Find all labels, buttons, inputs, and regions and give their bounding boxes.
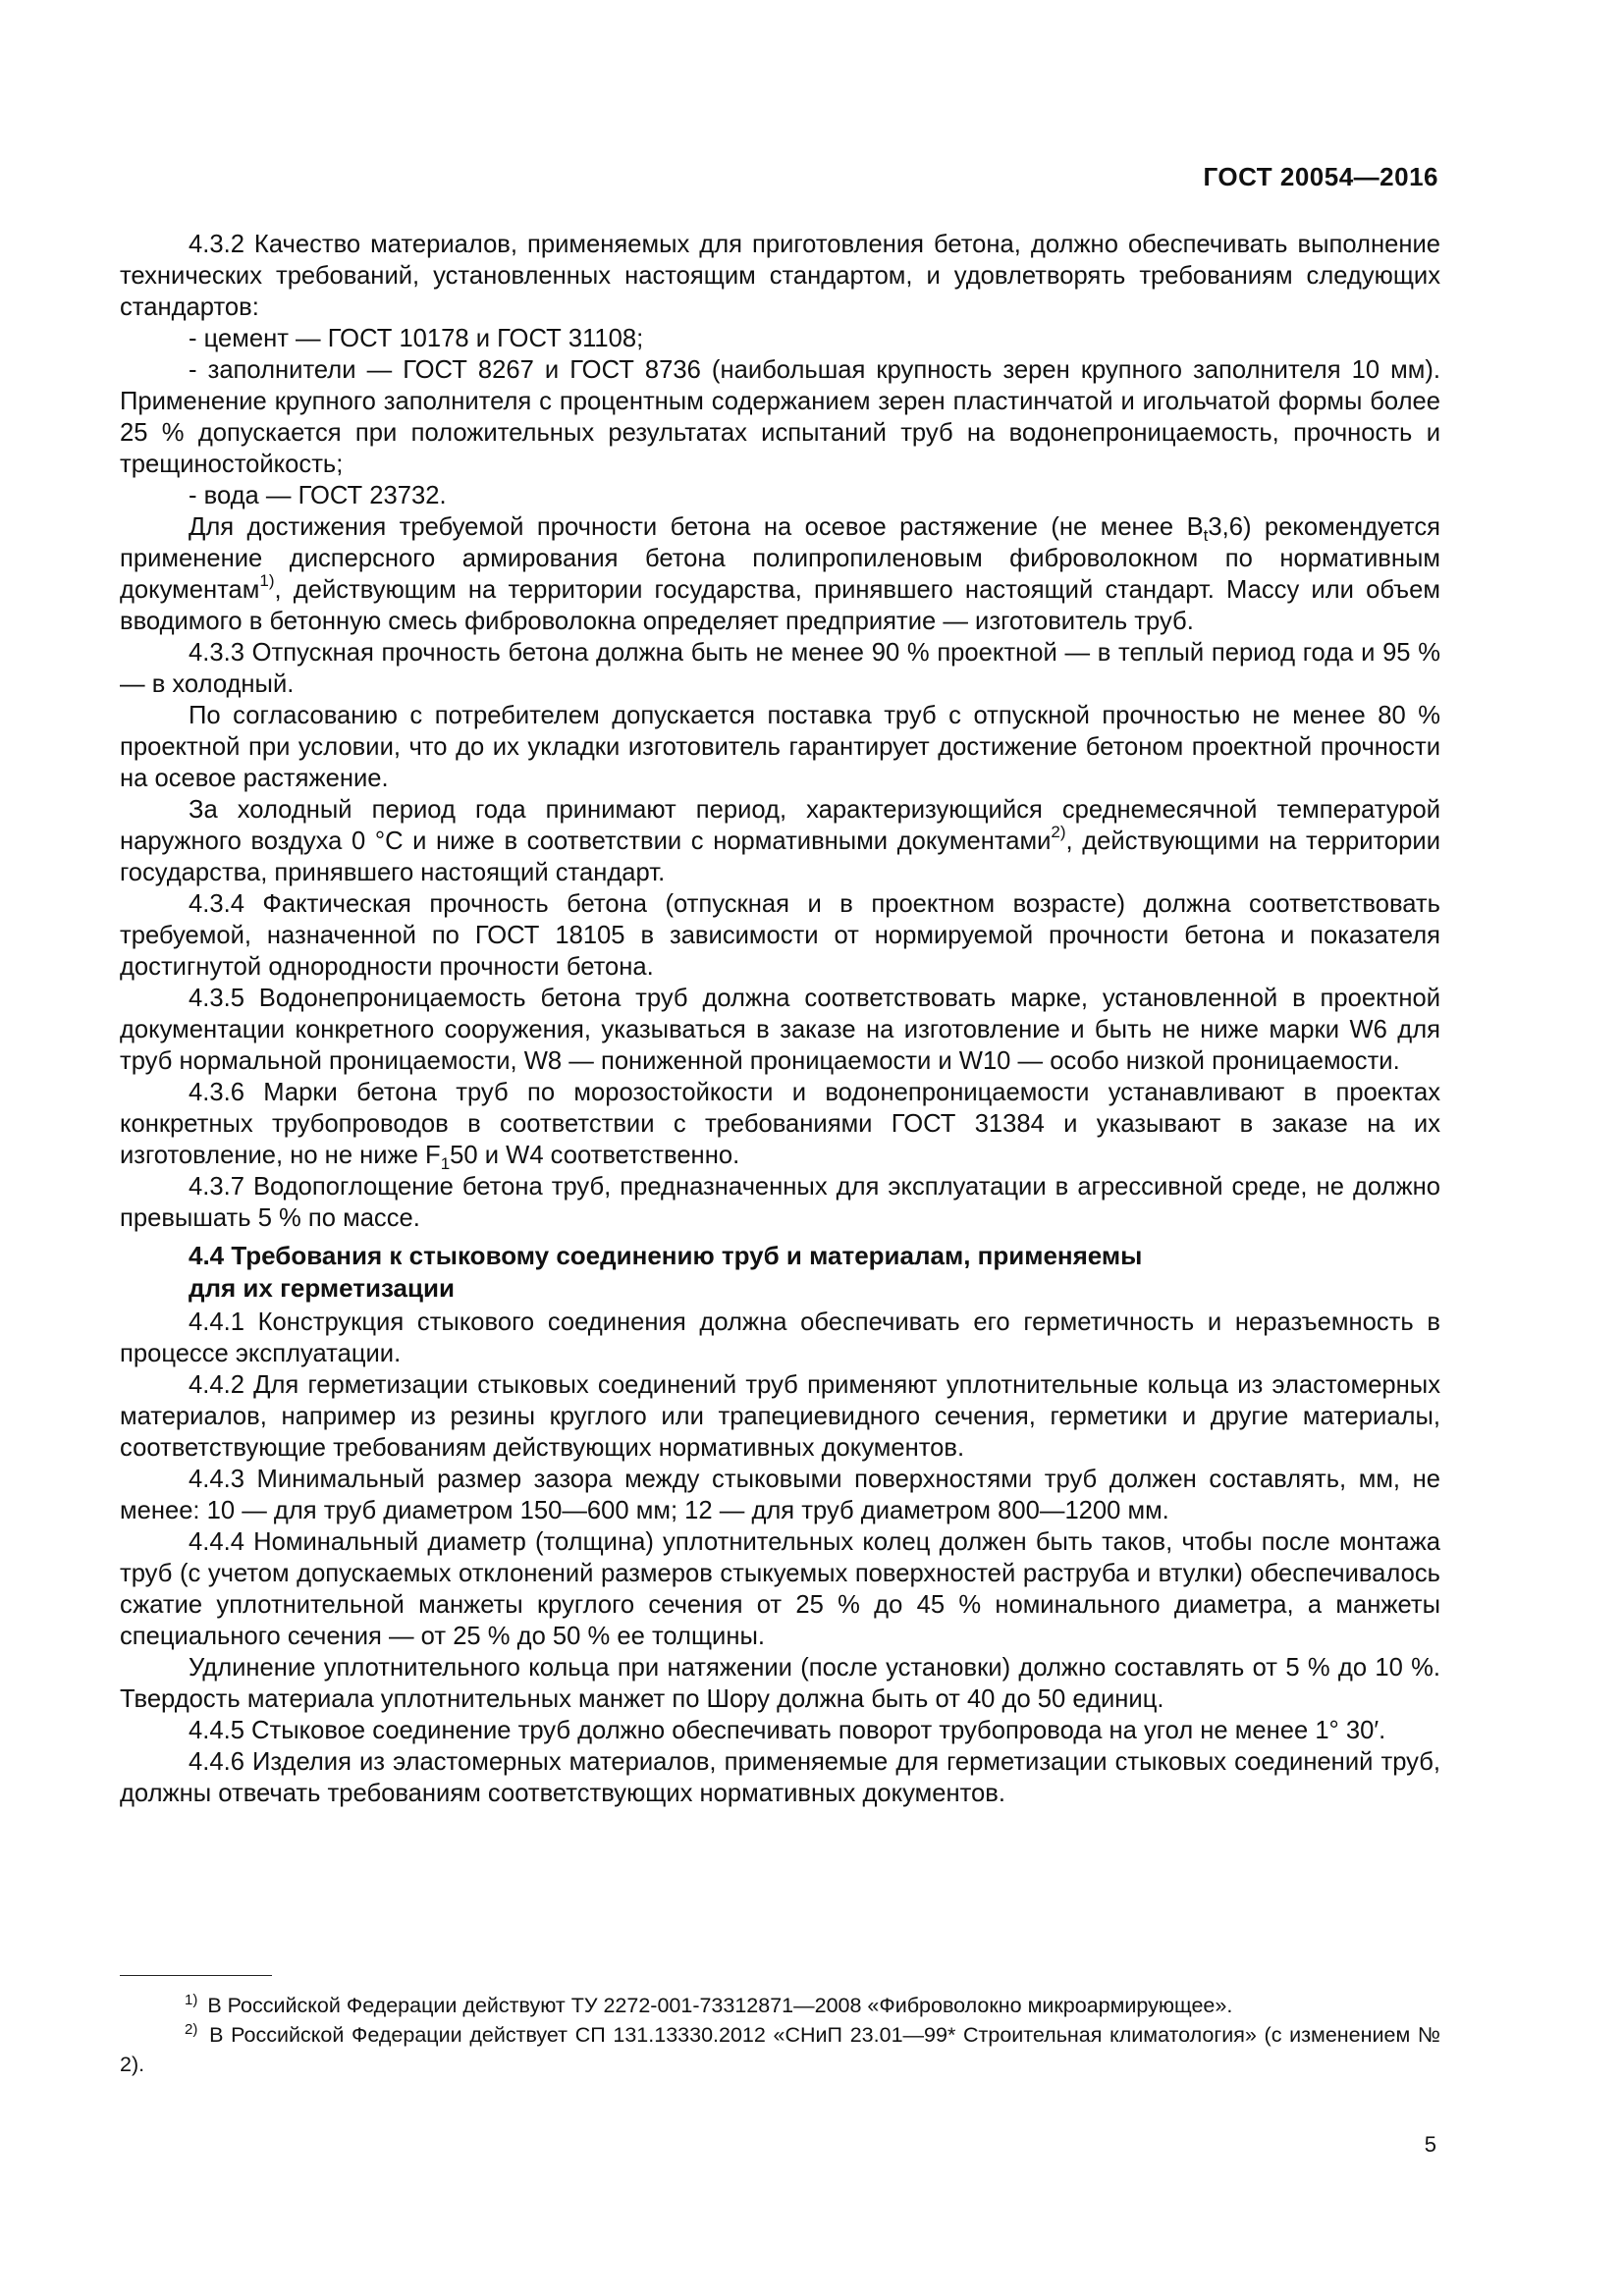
document-body [120, 229, 1440, 1809]
paragraph-4-4-5: 4.4.5 Стыковое соединение труб должно обеспечивать поворот трубопровода на угол не менее 1° 30′. [189, 1717, 1386, 1744]
section-heading-4-4 [120, 1240, 1440, 1305]
paragraph-4-4-6: 4.4.6 Изделия из эластомерных материалов, применяемые для герметизации стыковых соединений труб, должны отвечать требованиям соответствующих нормативных документов. [120, 1748, 1440, 1807]
footnote-mark-1: 1) [185, 1991, 198, 2008]
paragraph-4-3-3: 4.3.3 Отпускная прочность бетона должна быть не менее 90 % проектной — в теплый период года и 95 % — в холодный. [120, 639, 1440, 698]
paragraph-4-3-7: 4.3.7 Водопоглощение бетона труб, предназначенных для эксплуатации в агрессивной среде, не должно превышать 5 % по массе. [120, 1173, 1440, 1232]
paragraph-4-3-6: 4.3.6 Марки бетона труб по морозостойкости и водонепроницаемости устанавливают в проектах конкретных трубопроводов в соответствии с требованиями ГОСТ 31384 и указывают в заказе на их изготовление, но не ниже $F_150$ и W4 соответственно. [120, 1079, 1440, 1174]
paragraph-agreement: По согласованию с потребителем допускается поставка труб с отпускной прочностью не менее 80 % проектной при условии, что до их укладки изготовитель гарантирует достижение бетоном проектной прочности на осевое растяжение. [120, 702, 1440, 792]
paragraph-cold-period: За холодный период года принимают период, характеризующийся среднемесячной температурой наружного воздуха 0 °С и ниже в соответствии с нормативными документами$^{2)}$, действующими на территории государства, принявшего настоящий стандарт. [120, 796, 1440, 886]
section-heading-line-2: для их герметизации [189, 1273, 455, 1303]
paragraph-elongation: Удлинение уплотнительного кольца при натяжении (после установки) должно составлять от 5 % до 10 %. Твердость материала уплотнительных манжет по Шору должна быть от 40 до 50 единиц. [120, 1654, 1440, 1713]
footnote-mark-2: 2) [185, 2020, 198, 2038]
paragraph-fiber-reinforcement: Для достижения требуемой прочности бетона на осевое растяжение (не менее $B_t3,6$) рекомендуется применение дисперсного армирования бетона полипропиленовым фиброволокном по нормативным документам$^{1)}$, действующим на территории государства, принявшего настоящий стандарт. Массу или объем вводимого в бетонную смесь фиброволокна определяет предприятие — изготовитель труб. [120, 513, 1441, 635]
paragraph-4-3-5: 4.3.5 Водонепроницаемость бетона труб должна соответствовать марке, установленной в проектной документации конкретного сооружения, указываться в заказе на изготовление и быть не ниже марки W6 для труб нормальной проницаемости, W8 — пониженной проницаемости и W10 — особо низкой проницаемости. [120, 985, 1440, 1075]
list-item-aggregates: - заполнители — ГОСТ 8267 и ГОСТ 8736 (наибольшая крупность зерен крупного заполнителя 10 мм). Применение крупного заполнителя с процентным содержанием зерен пластинчатой и игольчатой формы более 25 % допускается при положительных результатах испытаний труб на водонепроницаемость, прочность и трещиностойкость; [120, 356, 1440, 478]
paragraph-4-4-2: 4.4.2 Для герметизации стыковых соединений труб применяют уплотнительные кольца из эластомерных материалов, например из резины круглого или трапециевидного сечения, герметики и другие материалы, соответствующие требованиям действующих нормативных документов. [120, 1371, 1440, 1462]
list-item-water: - вода — ГОСТ 23732. [189, 482, 447, 509]
paragraph-4-4-1: 4.4.1 Конструкция стыкового соединения должна обеспечивать его герметичность и неразъемность в процессе эксплуатации. [120, 1308, 1440, 1367]
paragraph-4-3-4: 4.3.4 Фактическая прочность бетона (отпускная и в проектном возрасте) должна соответствовать требуемой, назначенной по ГОСТ 18105 в зависимости от нормируемой прочности бетона и показателя достигнутой однородности прочности бетона. [120, 890, 1440, 981]
subscript-t: t [1203, 526, 1209, 546]
section-heading-line-1: 4.4 Требования к стыковому соединению труб и материалам, применяемы [189, 1241, 1143, 1270]
paragraph-4-4-3: 4.4.3 Минимальный размер зазора между стыковыми поверхностями труб должен составлять, мм, не менее: 10 — для труб диаметром 150—600 мм; 12 — для труб диаметром 800—1200 мм. [120, 1466, 1440, 1524]
subscript-1: 1 [440, 1154, 451, 1174]
page-number: 5 [1424, 2132, 1436, 2157]
paragraph-4-3-2: 4.3.2 Качество материалов, применяемых для приготовления бетона, должно обеспечивать выполнение технических требований, установленных настоящим стандартом, и удовлетворять требованиям следующих стандартов: [120, 231, 1440, 321]
paragraph-4-4-4: 4.4.4 Номинальный диаметр (толщина) уплотнительных колец должен быть таков, чтобы после монтажа труб (с учетом допускаемых отклонений размеров стыкуемых поверхностей раструба и втулки) обеспечивалось сжатие уплотнительной манжеты круглого сечения от 25 % до 45 % номинального диаметра, а манжеты специального сечения — от 25 % до 50 % ее толщины. [120, 1528, 1440, 1650]
footnote-1: $^{1)}$ В Российской Федерации действуют ТУ 2272-001-73312871—2008 «Фиброволокно микроармирующее». [185, 1991, 1233, 2017]
footnote-2: $^{2)}$ В Российской Федерации действует СП 131.13330.2012 «СНиП 23.01—99* Строительная климатология» (с изменением № 2). [120, 2020, 1440, 2076]
footnotes [120, 1991, 1440, 2079]
footnote-ref-2: 2) [1051, 823, 1066, 842]
footnote-separator [120, 1975, 272, 1976]
footnote-ref-1: 1) [259, 571, 275, 591]
list-item-cement: - цемент — ГОСТ 10178 и ГОСТ 31108; [189, 325, 644, 352]
document-code-header: ГОСТ 20054—2016 [1203, 162, 1438, 191]
